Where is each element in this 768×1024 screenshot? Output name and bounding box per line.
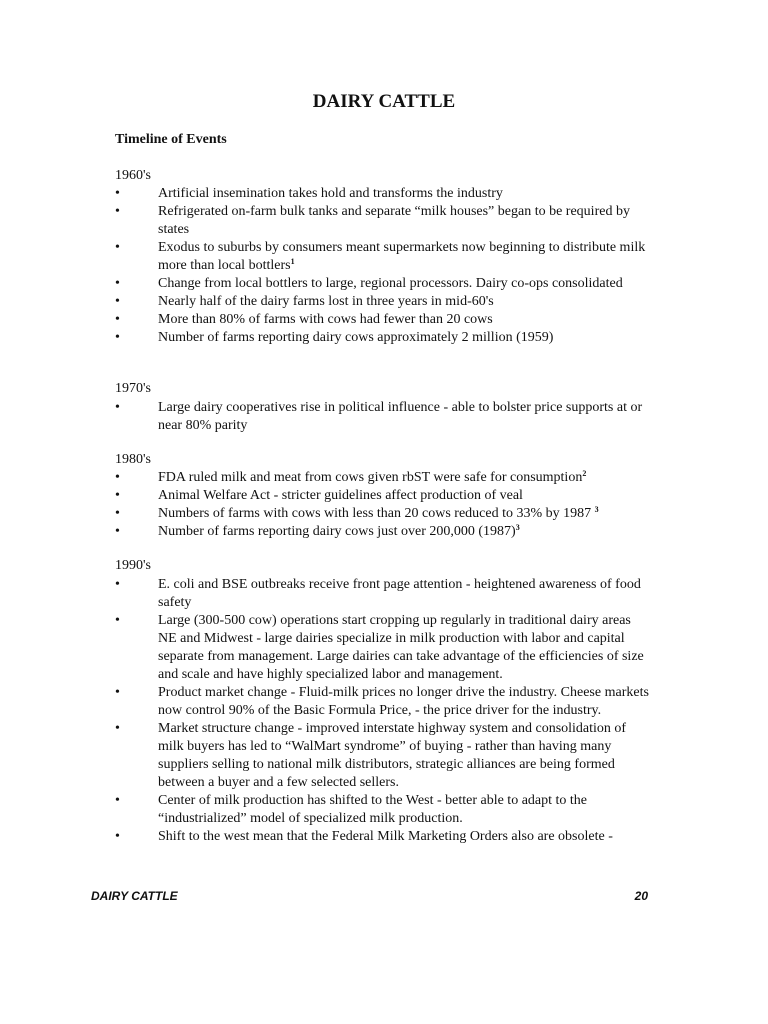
decade-heading-1960s: 1960's — [115, 168, 151, 183]
list-item: • E. coli and BSE outbreaks receive front page attention - heightened awareness of food safety — [115, 576, 650, 612]
decade-heading-1980s: 1980's — [115, 452, 151, 467]
footnote-marker: 3 — [515, 523, 520, 532]
event-list-1970s — [115, 399, 650, 435]
page-title: DAIRY CATTLE — [312, 91, 456, 112]
section-subtitle: Timeline of Events — [115, 132, 227, 147]
list-item: • Numbers of farms with cows with less than 20 cows reduced to 33% by 1987 $^3$ — [115, 505, 650, 523]
list-item: • FDA ruled milk and meat from cows given rbST were safe for consumption$^2$ — [115, 469, 650, 487]
list-item: • Large (300-500 cow) operations start cropping up regularly in traditional dairy areas NE and Midwest - large dairies specialize in milk production with labor and capital separate from management. Large dairies can take advantage of the efficiencies of size and scale and have highly specialized labor and management. — [115, 612, 650, 684]
list-item: • Number of farms reporting dairy cows approximately 2 million (1959) — [115, 329, 650, 347]
list-item: • Large dairy cooperatives rise in political influence - able to bolster price supports at or near 80% parity — [115, 399, 650, 435]
page-number: 20 — [634, 889, 648, 903]
list-item: • Change from local bottlers to large, regional processors. Dairy co-ops consolidated — [115, 275, 650, 293]
footnote-marker: 2 — [582, 469, 587, 478]
list-item: • Market structure change - improved interstate highway system and consolidation of milk buyers has led to “WalMart syndrome” of buying - rather than having many suppliers selling to national milk distributors, strategic alliances are being formed between a buyer and a few selected sellers. — [115, 720, 650, 792]
list-item: • Refrigerated on-farm bulk tanks and separate “milk houses” began to be required by states — [115, 203, 650, 239]
list-item: • Nearly half of the dairy farms lost in three years in mid-60's — [115, 293, 650, 311]
event-list-1990s — [115, 576, 650, 846]
event-list-1980s — [115, 469, 650, 541]
list-item: • More than 80% of farms with cows had fewer than 20 cows — [115, 311, 650, 329]
decade-heading-1990s: 1990's — [115, 558, 151, 573]
list-item: • Number of farms reporting dairy cows just over 200,000 $(1987)^3$ — [115, 523, 650, 541]
footnote-marker: 1 — [290, 257, 295, 266]
event-list-1960s — [115, 185, 650, 347]
list-item: • Product market change - Fluid-milk prices no longer drive the industry. Cheese markets now control 90% of the Basic Formula Price, - the price driver for the industry. — [115, 684, 650, 720]
list-item: • Artificial insemination takes hold and transforms the industry — [115, 185, 650, 203]
list-item: • Shift to the west mean that the Federal Milk Marketing Orders also are obsolete - — [115, 828, 650, 846]
list-item: • Center of milk production has shifted to the West - better able to adapt to the “industrialized” model of specialized milk production. — [115, 792, 650, 828]
list-item: • Animal Welfare Act - stricter guidelines affect production of veal — [115, 487, 650, 505]
footer-title: DAIRY CATTLE — [91, 889, 178, 903]
decade-heading-1970s: 1970's — [115, 381, 151, 396]
list-item: • Exodus to suburbs by consumers meant supermarkets now beginning to distribute milk more than local bottlers$^1$ — [115, 239, 650, 275]
footnote-marker: 3 — [594, 505, 599, 514]
